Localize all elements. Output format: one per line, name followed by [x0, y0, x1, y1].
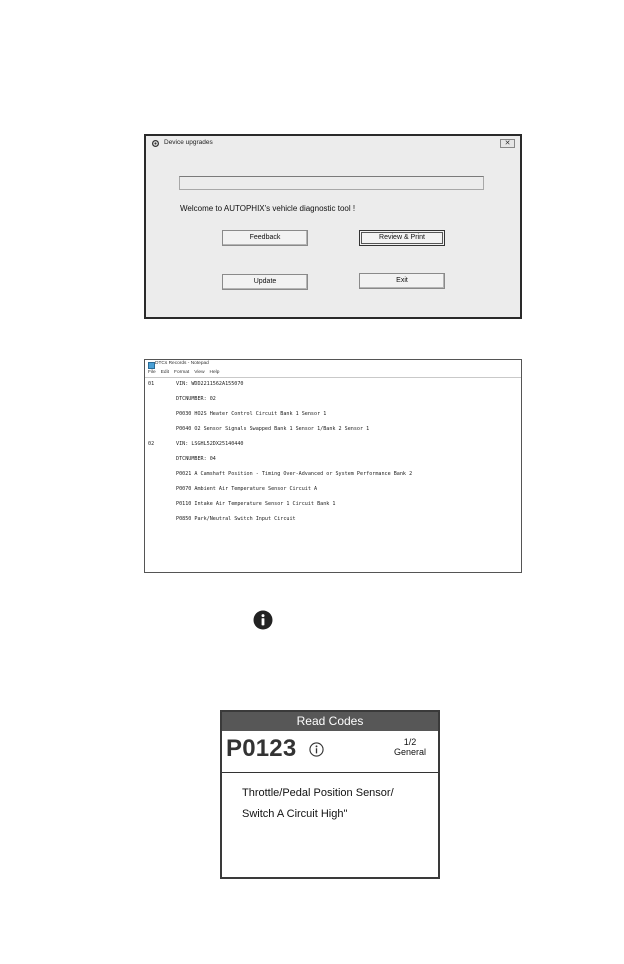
code-description-line-1: Throttle/Pedal Position Sensor/ — [242, 787, 394, 799]
code-category: General — [393, 747, 427, 757]
notepad-text-area[interactable] — [148, 380, 517, 570]
close-button[interactable]: ✕ — [500, 139, 515, 148]
record-dtcnumber: DTCNUMBER: 04 — [176, 456, 216, 462]
record-code: P0021 A Camshaft Position - Timing Over-Advanced or System Performance Bank 2 — [176, 471, 413, 477]
dtc-code: P0123 — [226, 735, 297, 762]
menu-help[interactable]: Help — [209, 370, 220, 375]
dialog-titlebar — [146, 136, 520, 152]
menu-view[interactable]: View — [194, 370, 205, 375]
record-code: P0030 HO2S Heater Control Circuit Bank 1 Sensor 1 — [176, 411, 327, 417]
record-vin: VIN: WDD2211562A155070 — [176, 381, 244, 387]
menu-format[interactable]: Format — [174, 370, 190, 375]
screen-divider — [222, 772, 438, 773]
record-vin: VIN: LSGHL52DX25140440 — [176, 441, 244, 447]
menu-file[interactable]: File — [148, 370, 156, 375]
code-description-line-2: Switch A Circuit High" — [242, 808, 348, 820]
notepad-icon — [148, 362, 155, 369]
notepad-window — [144, 359, 522, 573]
record-index: 02 — [148, 441, 155, 447]
progress-bar — [179, 176, 484, 190]
read-codes-screen — [220, 710, 440, 879]
device-upgrades-dialog — [144, 134, 522, 319]
record-code: P0040 O2 Sensor Signals Swapped Bank 1 Sensor 1/Bank 2 Sensor 1 — [176, 426, 370, 432]
record-index: 01 — [148, 381, 155, 387]
review-print-button[interactable]: Review & Print — [359, 230, 445, 246]
notepad-titlebar — [145, 360, 521, 369]
record-dtcnumber: DTCNUMBER: 02 — [176, 396, 216, 402]
notepad-menubar — [148, 370, 219, 375]
record-code: P0070 Ambient Air Temperature Sensor Circuit A — [176, 486, 318, 492]
screen-header: Read Codes — [222, 712, 438, 731]
notepad-title: DTCs Records - Notepad — [155, 361, 209, 366]
record-code: P0110 Intake Air Temperature Sensor 1 Circuit Bank 1 — [176, 501, 336, 507]
update-button[interactable]: Update — [222, 274, 308, 290]
page-indicator: 1/2 — [403, 737, 417, 747]
menu-divider — [145, 377, 521, 378]
exit-button[interactable]: Exit — [359, 273, 445, 289]
welcome-message: Welcome to AUTOPHIX's vehicle diagnostic tool ! — [180, 204, 356, 213]
code-info-icon[interactable] — [309, 742, 324, 757]
dialog-title: Device upgrades — [164, 139, 213, 146]
info-icon — [253, 610, 273, 630]
menu-edit[interactable]: Edit — [160, 370, 170, 375]
app-icon — [151, 139, 160, 148]
feedback-button[interactable]: Feedback — [222, 230, 308, 246]
record-code: P0850 Park/Neutral Switch Input Circuit — [176, 516, 296, 522]
